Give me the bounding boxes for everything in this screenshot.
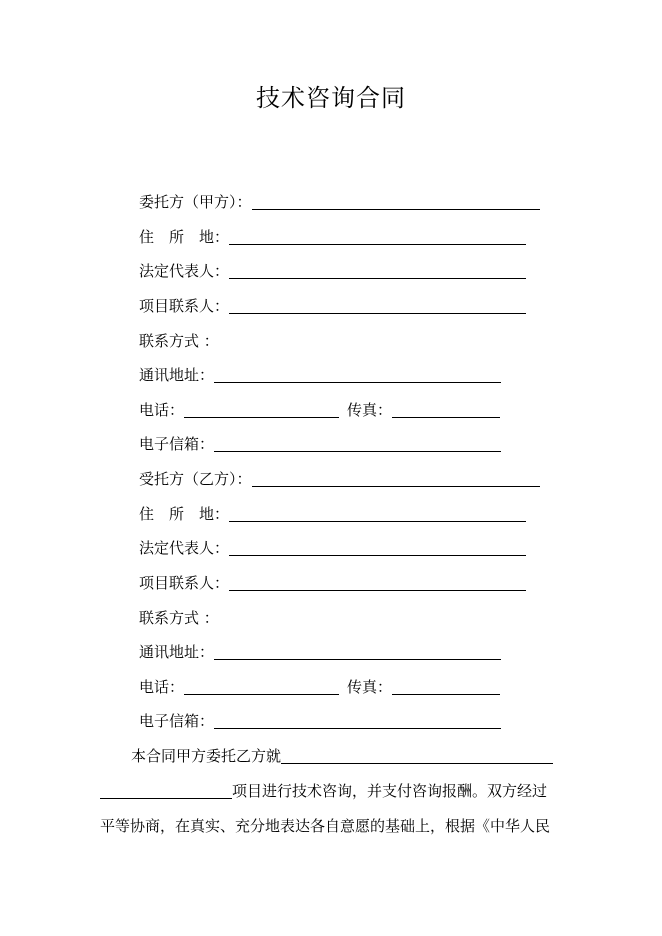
party-b-contact-person-row [139, 570, 526, 594]
party-a-email-blank[interactable] [214, 433, 501, 452]
body-project-blank-1[interactable] [281, 745, 553, 764]
body-line-1 [131, 743, 553, 767]
party-b-contact-method-row [139, 605, 219, 629]
party-a-phone-blank[interactable] [184, 399, 339, 418]
party-a-client-row [139, 189, 540, 213]
party-a-mail-address-blank[interactable] [214, 364, 501, 383]
party-a-email-row [139, 431, 501, 455]
party-b-email-row [139, 708, 501, 732]
party-b-email-blank[interactable] [214, 710, 501, 729]
party-b-legal-rep-label: 法定代表人： [139, 539, 230, 557]
party-a-address-label: 住 所 地： [139, 228, 230, 246]
party-a-contact-method-label: 联系方式 ： [139, 332, 219, 350]
party-b-contact-person-label: 项目联系人： [139, 574, 230, 592]
party-b-contact-method-label: 联系方式 ： [139, 609, 219, 627]
party-b-email-label: 电子信箱： [139, 712, 215, 730]
party-b-address-row [139, 501, 526, 525]
party-b-phone-label: 电话： [139, 678, 185, 696]
party-b-mail-address-blank[interactable] [214, 641, 501, 660]
party-a-phone-fax-row [139, 397, 500, 421]
party-a-contact-person-blank[interactable] [229, 295, 526, 314]
party-a-legal-rep-label: 法定代表人： [139, 262, 230, 280]
party-a-mail-address-row [139, 362, 501, 386]
party-b-address-label: 住 所 地： [139, 505, 230, 523]
party-a-client-label: 委托方（甲方）： [139, 193, 252, 211]
party-a-address-row [139, 224, 526, 248]
body-line-1-text: 本合同甲方委托乙方就 [131, 747, 282, 765]
party-a-fax-blank[interactable] [392, 399, 500, 418]
body-line-2 [100, 778, 547, 802]
party-b-legal-rep-blank[interactable] [229, 537, 526, 556]
party-b-client-label: 受托方（乙方）： [139, 470, 252, 488]
party-a-fax-label: 传真： [347, 401, 393, 419]
party-a-phone-label: 电话： [139, 401, 185, 419]
body-project-blank-2[interactable] [100, 780, 232, 799]
party-b-contact-person-blank[interactable] [229, 572, 526, 591]
body-line-2-text: 项目进行技术咨询，并支付咨询报酬。双方经过 [232, 782, 548, 800]
document-title: 技术咨询合同 [256, 84, 406, 112]
party-a-client-blank[interactable] [252, 191, 540, 210]
party-b-client-row [139, 466, 540, 490]
party-b-mail-address-row [139, 639, 501, 663]
body-line-3-text: 平等协商，在真实、充分地表达各自意愿的基础上，根据《中华人民 [100, 817, 551, 835]
party-b-phone-fax-row [139, 674, 500, 698]
party-b-legal-rep-row [139, 535, 526, 559]
party-a-address-blank[interactable] [229, 226, 526, 245]
party-a-contact-person-label: 项目联系人： [139, 297, 230, 315]
party-b-address-blank[interactable] [229, 503, 526, 522]
party-a-legal-rep-blank[interactable] [229, 260, 526, 279]
party-b-fax-blank[interactable] [392, 676, 500, 695]
party-b-phone-blank[interactable] [184, 676, 339, 695]
party-a-email-label: 电子信箱： [139, 435, 215, 453]
party-b-client-blank[interactable] [252, 468, 540, 487]
party-b-mail-address-label: 通讯地址： [139, 643, 215, 661]
party-a-mail-address-label: 通讯地址： [139, 366, 215, 384]
party-a-legal-rep-row [139, 258, 526, 282]
body-line-3 [100, 813, 550, 837]
party-b-fax-label: 传真： [347, 678, 393, 696]
party-a-contact-method-row [139, 328, 219, 352]
party-a-contact-person-row [139, 293, 526, 317]
